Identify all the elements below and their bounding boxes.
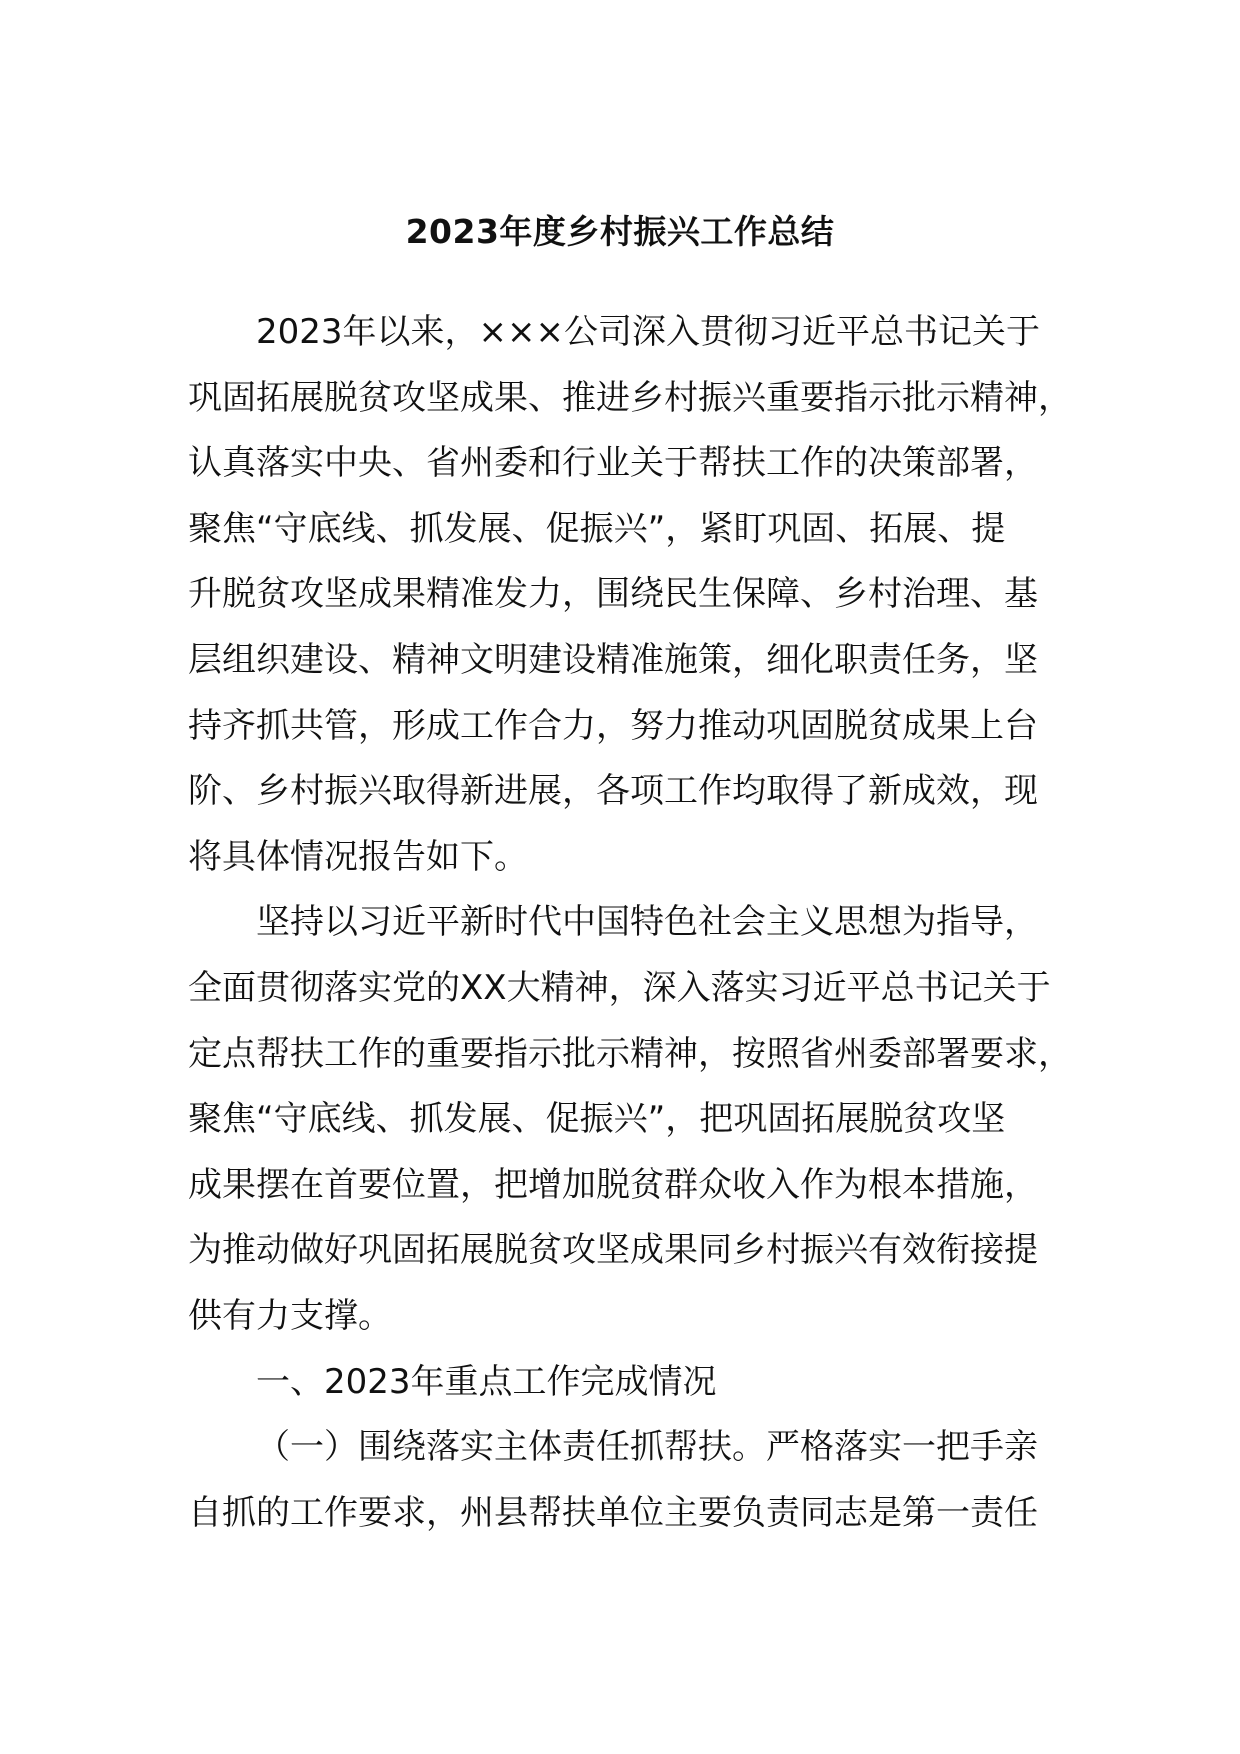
paragraph-line: 为推动做好巩固拓展脱贫攻坚成果同乡村振兴有效衔接提 [188,1230,1038,1271]
document-body [188,300,1072,1546]
paragraph-line: 阶、乡村振兴取得新进展，各项工作均取得了新成效，现 [188,771,1038,812]
paragraph-line: 升脱贫攻坚成果精准发力，围绕民生保障、乡村治理、基 [188,574,1038,615]
paragraph-line: 供有力支撑。 [188,1295,392,1336]
paragraph-line: 将具体情况报告如下。 [188,836,528,877]
section-heading: 一、2023年重点工作完成情况 [256,1361,717,1402]
paragraph-line: 定点帮扶工作的重要指示批示精神，按照省州委部署要求， [188,1033,1072,1074]
paragraph-line: 坚持以习近平新时代中国特色社会主义思想为指导， [256,902,1038,943]
paragraph-line: 成果摆在首要位置，把增加脱贫群众收入作为根本措施， [188,1164,1038,1205]
paragraph-line: 2023年以来，×××公司深入贯彻习近平总书记关于 [256,312,1040,352]
document-title: 2023年度乡村振兴工作总结 [405,212,835,251]
paragraph-line: 层组织建设、精神文明建设精准施策，细化职责任务，坚 [188,639,1038,680]
paragraph-line: 全面贯彻落实党的XX大精神，深入落实习近平总书记关于 [188,967,1051,1008]
paragraph-line: 持齐抓共管，形成工作合力，努力推动巩固脱贫成果上台 [188,705,1038,746]
paragraph-line: 聚焦“守底线、抓发展、促振兴”，紧盯巩固、拓展、提 [188,508,1006,549]
paragraph-line: 巩固拓展脱贫攻坚成果、推进乡村振兴重要指示批示精神， [188,377,1072,418]
paragraph-line: 自抓的工作要求，州县帮扶单位主要负责同志是第一责任 [188,1492,1038,1533]
paragraph-line: 认真落实中央、省州委和行业关于帮扶工作的决策部署， [188,443,1038,484]
paragraph-line: （一）围绕落实主体责任抓帮扶。严格落实一把手亲 [256,1427,1038,1468]
paragraph-line: 聚焦“守底线、抓发展、促振兴”，把巩固拓展脱贫攻坚 [188,1099,1006,1140]
